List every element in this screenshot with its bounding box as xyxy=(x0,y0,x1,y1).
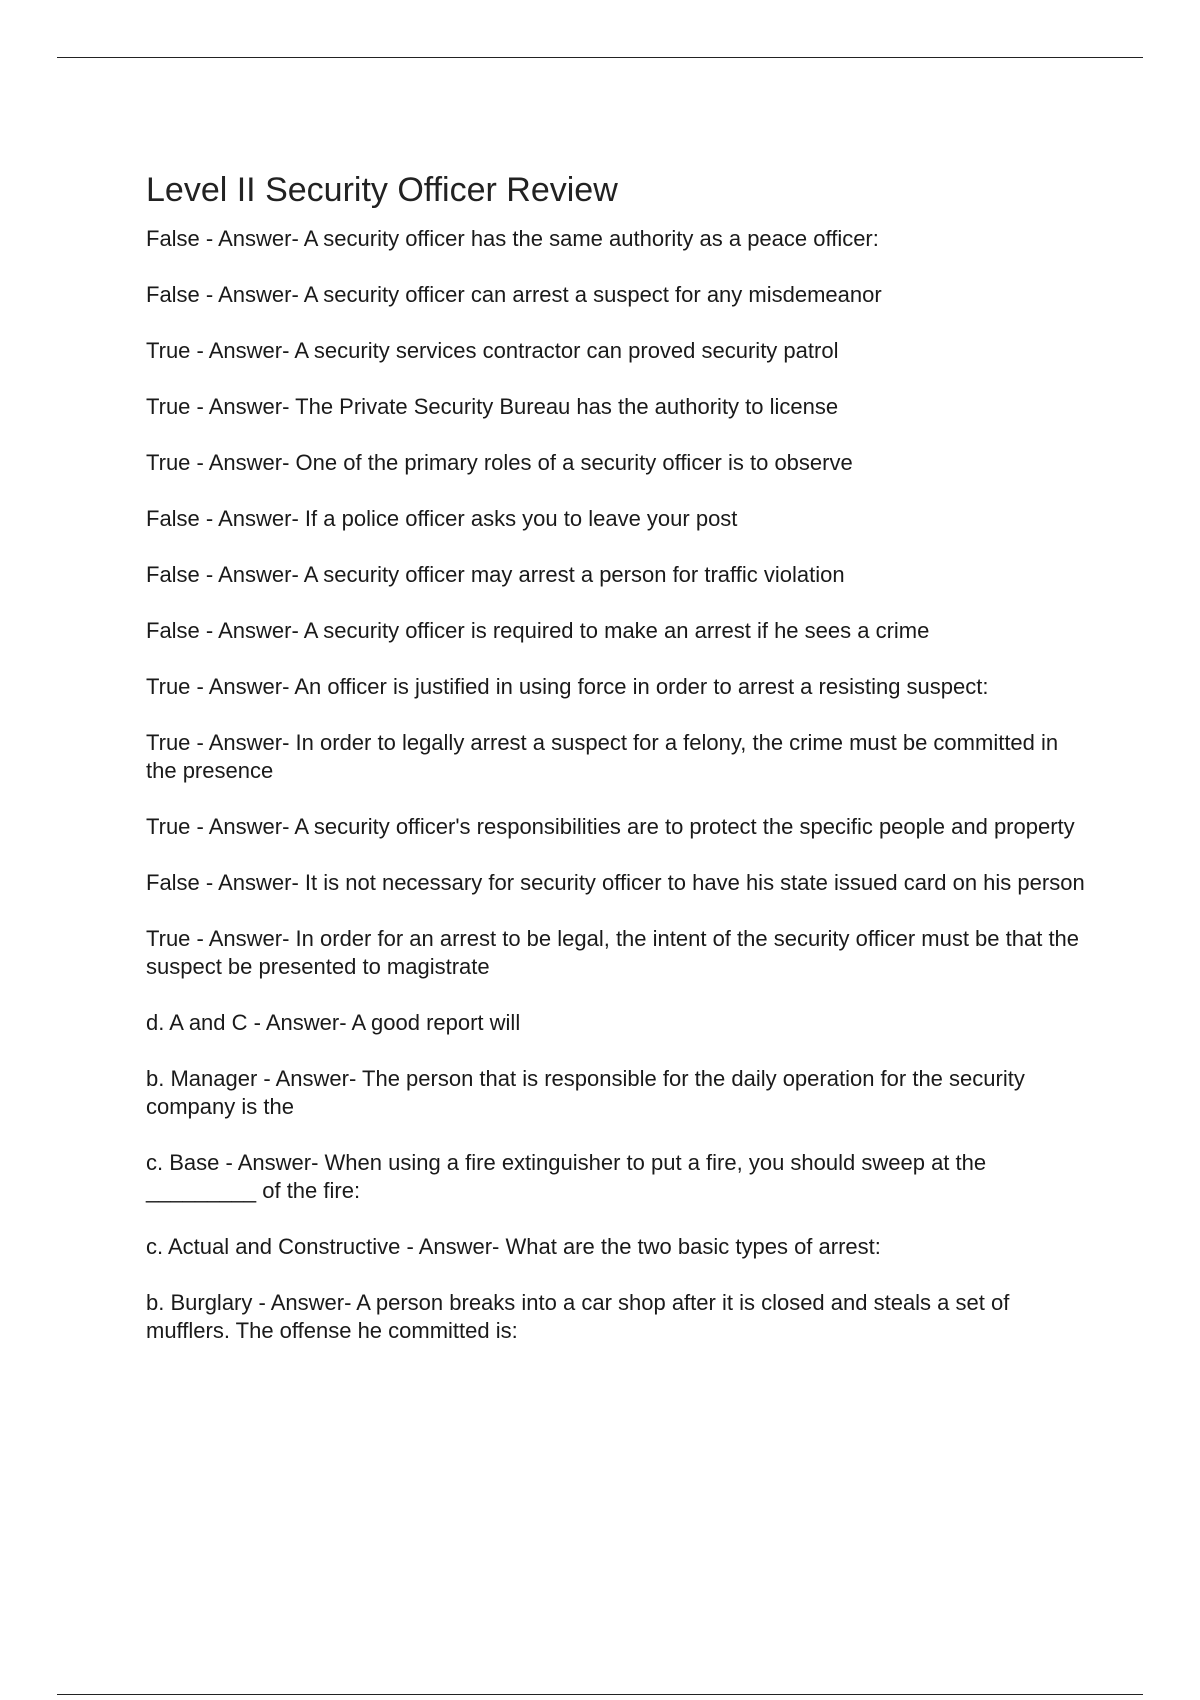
document-body xyxy=(146,170,1092,1373)
qa-list xyxy=(146,225,1092,1345)
top-divider xyxy=(57,57,1143,58)
qa-item: True - Answer- The Private Security Bureau has the authority to license xyxy=(146,393,839,419)
qa-item: c. Actual and Constructive - Answer- What are the two basic types of arrest: xyxy=(146,1233,881,1259)
qa-item: False - Answer- A security officer may arrest a person for traffic violation xyxy=(146,561,845,587)
qa-item: b. Manager - Answer- The person that is responsible for the daily operation for the security company is the xyxy=(146,1065,1025,1119)
qa-item: False - Answer- A security officer has the same authority as a peace officer: xyxy=(146,225,879,251)
qa-item: True - Answer- In order for an arrest to be legal, the intent of the security officer must be that the suspect be presented to magistrate xyxy=(146,925,1080,979)
qa-item: True - Answer- An officer is justified in using force in order to arrest a resisting suspect: xyxy=(146,673,989,699)
qa-item: b. Burglary - Answer- A person breaks into a car shop after it is closed and steals a set of mufflers. The offense he committed is: xyxy=(146,1289,1010,1343)
page-title: Level II Security Officer Review xyxy=(146,171,618,209)
qa-item: True - Answer- A security officer's responsibilities are to protect the specific people and property xyxy=(146,813,1075,839)
bottom-divider xyxy=(57,1694,1143,1695)
qa-item: c. Base - Answer- When using a fire extinguisher to put a fire, you should sweep at the _________ of the fire: xyxy=(146,1149,987,1203)
qa-item: True - Answer- In order to legally arrest a suspect for a felony, the crime must be committed in the presence xyxy=(146,729,1059,783)
qa-item: True - Answer- One of the primary roles of a security officer is to observe xyxy=(146,449,853,475)
qa-item: False - Answer- A security officer can arrest a suspect for any misdemeanor xyxy=(146,281,882,307)
qa-item: d. A and C - Answer- A good report will xyxy=(146,1009,521,1035)
qa-item: False - Answer- It is not necessary for security officer to have his state issued card on his person xyxy=(146,869,1085,895)
qa-item: True - Answer- A security services contractor can proved security patrol xyxy=(146,337,839,363)
qa-item: False - Answer- A security officer is required to make an arrest if he sees a crime xyxy=(146,617,930,643)
qa-item: False - Answer- If a police officer asks you to leave your post xyxy=(146,505,738,531)
